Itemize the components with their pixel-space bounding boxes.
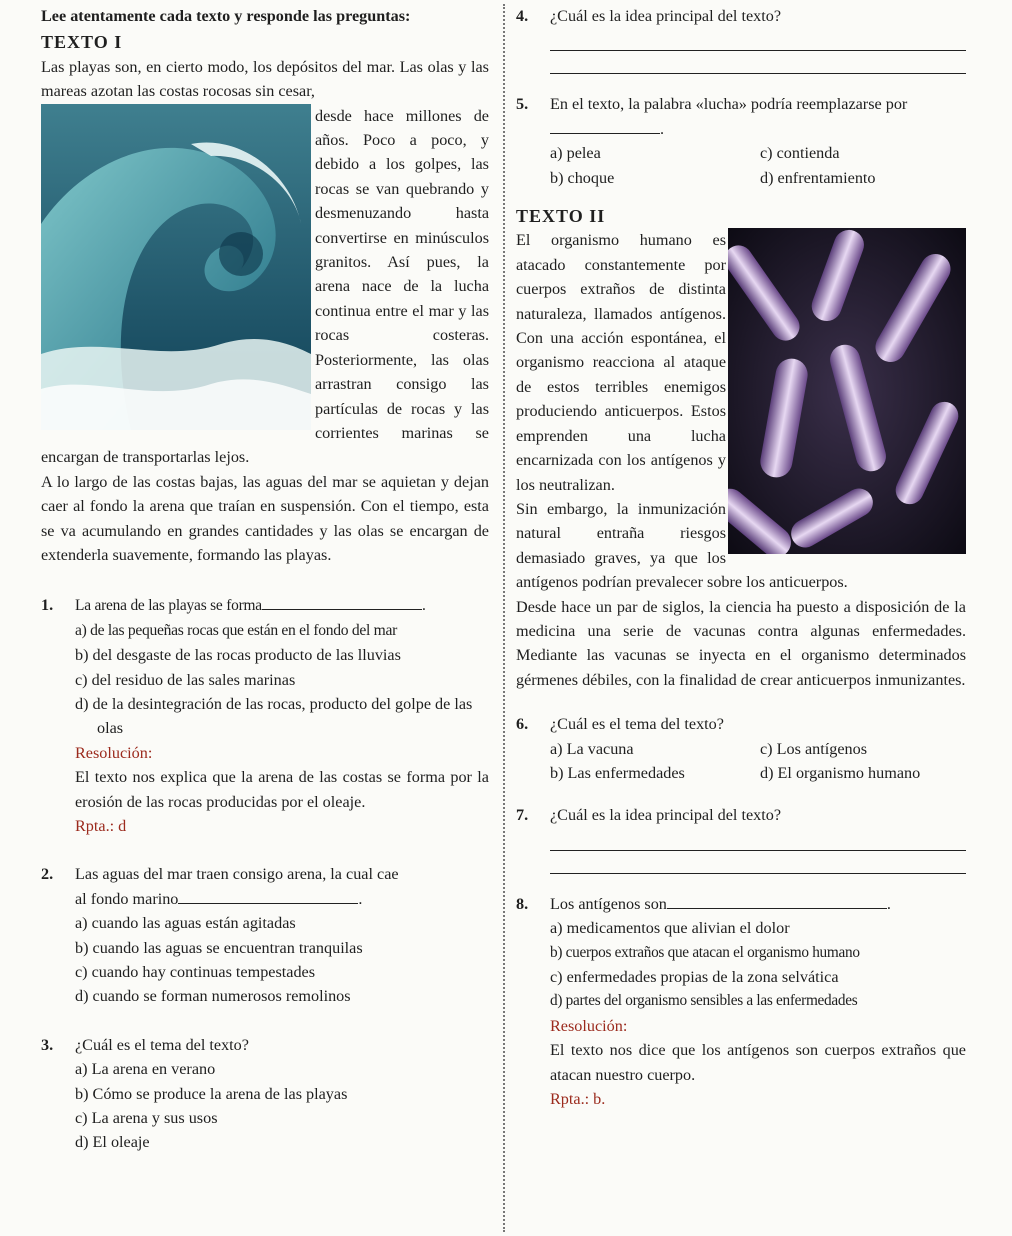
question-2: 2. Las aguas del mar traen consigo arena, la cual cae al fondo marino . a) cuando las aguas están agitadas b) cuando las aguas se encuentran tranquilas c) cuando hay continuas tempestades d) cuando se forman numerosos remolinos	[41, 862, 489, 1008]
option-a: a) de las pequeñas rocas que están en el fondo del mar	[75, 621, 397, 639]
question-number: 6.	[516, 715, 529, 734]
question-text: ¿Cuál es la idea principal del texto?	[550, 7, 782, 25]
answer-blank[interactable]	[667, 892, 887, 909]
question-number: 7.	[516, 806, 529, 825]
option-a: a) pelea	[550, 144, 601, 163]
answer: Rpta.: d	[75, 817, 127, 835]
question-text: Los antígenos son	[550, 894, 667, 913]
right-column	[516, 4, 966, 1111]
resolution-text: El texto nos explica que la arena de las costas se forma por la erosión de las rocas producidas por el oleaje.	[75, 768, 489, 811]
question-1: 1. La arena de las playas se forma . a) de las pequeñas rocas que están en el fondo del mar b) del desgaste de las rocas producto de las lluvias c) del residuo de las sales marinas d) de la desintegración de las rocas, producto del golpe de las olas Resolución: El texto nos explica que la arena de las costas se forma por la erosión de las rocas producidas por el oleaje. Rpta.: d	[41, 593, 489, 838]
option-b: b) del desgaste de las rocas producto de las lluvias	[75, 646, 401, 665]
option-a: a) La arena en verano	[75, 1060, 216, 1079]
bacteria-image	[728, 228, 966, 554]
option-d: d) El organismo humano	[760, 763, 921, 782]
question-text: En el texto, la palabra «lucha» podría reemplazarse por	[550, 95, 908, 114]
option-c: c) del residuo de las sales marinas	[75, 670, 296, 689]
instruction: Lee atentamente cada texto y responde las preguntas:	[41, 7, 411, 25]
question-5: 5. En el texto, la palabra «lucha» podría reemplazarse por. a) pelea c) contienda b) choque d) enfrentamiento	[516, 92, 966, 190]
question-number: 1.	[41, 596, 54, 615]
column-divider	[503, 4, 505, 1232]
texto-2-paragraph-2: Sin embargo, la inmunización natural entraña riesgos demasiado graves, ya que los antígenos podrían prevalecer sobre los anticuerpos.	[516, 499, 848, 592]
option-a: a) cuando las aguas están agitadas	[75, 914, 296, 933]
texto-1-title: TEXTO I	[41, 32, 123, 53]
option-b: b) Cómo se produce la arena de las playas	[75, 1084, 348, 1103]
question-number: 3.	[41, 1035, 54, 1054]
texto-1-body	[41, 104, 489, 470]
texto-2-title: TEXTO II	[516, 206, 606, 227]
question-number: 8.	[516, 894, 529, 913]
question-text: ¿Cuál es la idea principal del texto?	[550, 806, 782, 825]
question-text-continued: al fondo marino	[75, 889, 179, 908]
option-b: b) Las enfermedades	[550, 763, 685, 782]
option-c: c) Los antígenos	[760, 739, 867, 758]
answer-blank[interactable]	[178, 887, 358, 904]
answer-blank[interactable]	[262, 593, 422, 610]
question-number: 5.	[516, 95, 529, 114]
answer: Rpta.: b.	[550, 1090, 606, 1109]
answer-line[interactable]	[550, 851, 966, 874]
question-7	[516, 803, 966, 873]
option-d: d) El oleaje	[75, 1133, 150, 1152]
option-d: d) enfrentamiento	[760, 168, 876, 187]
question-text: ¿Cuál es el tema del texto?	[550, 715, 724, 734]
question-text: ¿Cuál es el tema del texto?	[75, 1035, 249, 1054]
texto-2-body	[516, 228, 966, 496]
option-c: c) cuando hay continuas tempestades	[75, 963, 316, 982]
answer-line[interactable]	[550, 51, 966, 74]
answer-blank[interactable]	[550, 117, 660, 134]
answer-line[interactable]	[550, 28, 966, 51]
option-a: a) La vacuna	[550, 739, 634, 758]
option-c: c) contienda	[760, 144, 840, 163]
texto-2-paragraph-3: Desde hace un par de siglos, la ciencia ha puesto a disposición de la medicina una serie de vacunas contra algunas enfermedades. Mediante las vacunas se inyecta en el organismo determinados gérmenes débiles, con la finalidad de crear anticuerpos inmunizantes.	[516, 597, 966, 689]
option-d: d) de la desintegración de las rocas, producto del golpe de las olas	[75, 694, 473, 738]
answer-line[interactable]	[550, 828, 966, 851]
option-c: c) enfermedades propias de la zona selvática	[550, 968, 839, 986]
left-column	[41, 4, 489, 1155]
question-text: Las aguas del mar traen consigo arena, la cual cae	[75, 865, 399, 884]
question-text: La arena de las playas se forma	[75, 597, 262, 615]
option-b: b) cuerpos extraños que atacan el organismo humano	[550, 943, 860, 961]
resolution-label: Resolución:	[75, 743, 153, 762]
question-3	[41, 1033, 489, 1155]
texto-1-paragraph-2: A lo largo de las costas bajas, las aguas del mar se aquietan y dejan caer al fondo la arena que traían en suspensión. Con el tiempo, esta se va acumulando en grandes cantidades y las olas se encargan de extenderla suavemente, formando las playas.	[41, 472, 489, 564]
resolution-text: El texto nos dice que los antígenos son cuerpos extraños que atacan nuestro cuerpo.	[550, 1041, 966, 1084]
question-number: 4.	[516, 7, 529, 25]
question-8: 8. Los antígenos son . a) medicamentos que alivian el dolor b) cuerpos extraños que atacan el organismo humano c) enfermedades propias de la zona selvática d) partes del organismo sensibles a las enfermedades Resolución: El texto nos dice que los antígenos son cuerpos extraños que atacan nuestro cuerpo. Rpta.: b.	[516, 892, 966, 1112]
option-d: d) partes del organismo sensibles a las enfermedades	[550, 992, 858, 1010]
resolution-label: Resolución:	[550, 1016, 628, 1035]
option-a: a) medicamentos que alivian el dolor	[550, 919, 790, 938]
texto-1-paragraph-1: desde hace millones de años. Poco a poco, y debido a los golpes, las rocas se van quebrando y desmenuzando hasta convertirse en minúsculos granitos. Así pues, la arena nace de la lucha continua entre el mar y las rocas costeras. Posteriormente, las olas arrastran consigo las partículas de rocas y las corrientes marinas se encargan de transportarlas lejos.	[41, 106, 489, 467]
option-d: d) cuando se forman numerosos remolinos	[75, 987, 351, 1006]
question-6	[516, 712, 966, 785]
option-b: b) cuando las aguas se encuentran tranquilas	[75, 938, 363, 957]
texto-2-paragraph-1: El organismo humano es atacado constantemente por cuerpos extraños de distinta naturaleza, llamados antígenos. Con una acción espontánea, el organismo reacciona al ataque de estos terribles enemigos produciendo anticuerpos. Estos emprenden una lucha encarnizada con los antígenos y los neutralizan.	[516, 231, 726, 494]
question-number: 2.	[41, 865, 54, 884]
option-c: c) La arena y sus usos	[75, 1109, 218, 1128]
option-b: b) choque	[550, 168, 615, 187]
question-4	[516, 4, 966, 74]
texto-1-intro: Las playas son, en cierto modo, los depósitos del mar. Las olas y las mareas azotan las costas rocosas sin cesar,	[41, 57, 489, 101]
ocean-wave-image	[41, 104, 311, 430]
